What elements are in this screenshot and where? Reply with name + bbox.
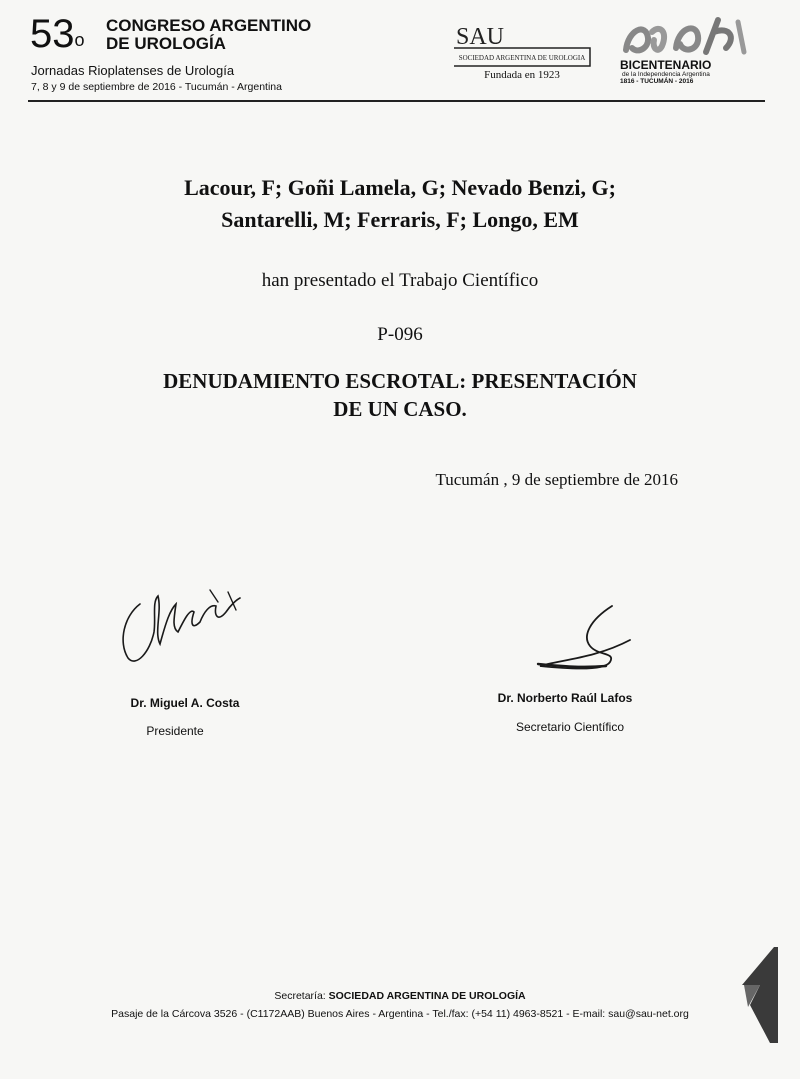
footer-address: Pasaje de la Cárcova 3526 - (C1172AAB) Buenos Aires - Argentina - Tel./fax: (+54 11) 4963-8521 - E-mail: sau@sau-net.org: [111, 1008, 689, 1020]
work-code: P-096: [377, 324, 423, 345]
congress-subtitle: Jornadas Rioplatenses de Urología: [31, 63, 235, 78]
work-title-line2: DE UN CASO.: [333, 397, 467, 421]
header-divider: [28, 100, 765, 102]
congress-title: [106, 17, 346, 53]
footer-secretaria-org: SOCIEDAD ARGENTINA DE UROLOGÍA: [328, 990, 526, 1002]
authors-line1: Lacour, F; Goñi Lamela, G; Nevado Benzi, G;: [184, 175, 616, 200]
authors-line2: Santarelli, M; Ferraris, F; Longo, EM: [221, 207, 579, 232]
bicentenario-years: 1816 - TUCUMÁN - 2016: [620, 78, 694, 85]
signatory-role-president: Presidente: [146, 724, 204, 738]
authors-block: [80, 172, 720, 236]
signature-lafos: [520, 600, 650, 680]
sau-logo: [452, 20, 592, 70]
sau-logo-name: SOCIEDAD ARGENTINA DE UROLOGIA: [458, 54, 586, 62]
presented-statement: han presentado el Trabajo Científico: [261, 270, 539, 291]
signatory-role-secretary: Secretario Científico: [515, 720, 625, 734]
corner-decoration: [730, 945, 780, 1045]
issue-date: Tucumán , 9 de septiembre de 2016: [435, 470, 678, 489]
bicentenario-logo: [618, 12, 768, 62]
work-title-line1: DENUDAMIENTO ESCROTAL: PRESENTACIÓN: [163, 369, 637, 393]
congress-dates-place: 7, 8 y 9 de septiembre de 2016 - Tucumán - Argentina: [31, 81, 282, 93]
congress-title-line1: CONGRESO ARGENTINO: [106, 16, 312, 35]
sau-founded: Fundada en 1923: [484, 69, 560, 81]
congress-edition-number: 53$^o$: [30, 12, 85, 56]
edition-ordinal: o: [74, 30, 85, 50]
bicentenario-title: BICENTENARIO: [620, 58, 712, 72]
sau-logo-text: SAU: [456, 24, 505, 50]
work-title: [80, 367, 720, 423]
signature-costa: [110, 582, 250, 672]
signatory-name-president: Dr. Miguel A. Costa: [130, 696, 240, 710]
bicentenario-subtitle: de la Independencia Argentina: [622, 71, 710, 78]
footer-secretaria-label: Secretaría:: [274, 990, 326, 1002]
congress-title-line2: DE UROLOGÍA: [106, 34, 226, 53]
footer-secretaria: [150, 990, 650, 1002]
signatory-name-secretary: Dr. Norberto Raúl Lafos: [497, 691, 633, 705]
